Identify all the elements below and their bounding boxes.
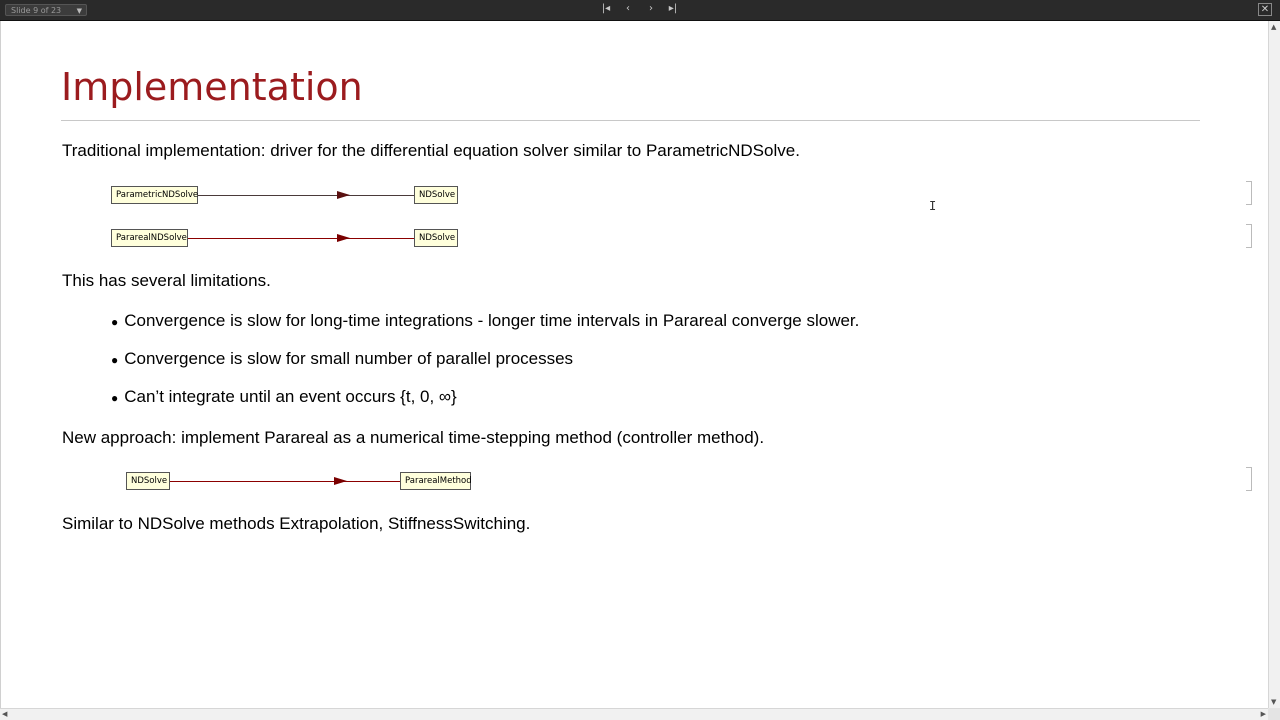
skip-first-icon: |◂	[601, 3, 611, 14]
last-slide-button[interactable]	[665, 2, 681, 16]
node-to: NDSolve	[414, 229, 458, 247]
slide-selector[interactable]	[5, 4, 87, 16]
presentation-toolbar	[0, 0, 1280, 21]
list-item: ● Can’t integrate until an event occurs {t, 0, ∞}	[111, 387, 457, 406]
chevron-down-icon: ▼	[76, 7, 82, 15]
bullet-icon: ●	[111, 391, 119, 405]
horizontal-scrollbar[interactable]	[0, 708, 1268, 720]
node-to: PararealMethod	[400, 472, 471, 490]
node-to: NDSolve	[414, 186, 458, 204]
slide-canvas	[0, 21, 1269, 708]
bullet-icon: ●	[111, 353, 119, 367]
cell-bracket[interactable]	[1246, 224, 1252, 248]
bullet-icon: ●	[111, 315, 119, 329]
first-slide-button[interactable]	[598, 2, 614, 16]
text-cursor-icon: I	[929, 199, 937, 213]
vertical-scrollbar[interactable]	[1268, 21, 1280, 708]
cell-bracket[interactable]	[1246, 467, 1252, 491]
node-from: ParametricNDSolve	[111, 186, 198, 204]
intro-text: Traditional implementation: driver for the differential equation solver similar to ParametricNDSolve.	[62, 141, 800, 160]
edge-line	[198, 195, 415, 196]
next-slide-button[interactable]	[643, 2, 659, 16]
list-item: ● Convergence is slow for long-time integrations - longer time intervals in Parareal converge slower.	[111, 311, 860, 330]
new-approach-text: New approach: implement Parareal as a numerical time-stepping method (controller method).	[62, 428, 765, 447]
title-divider	[61, 120, 1200, 121]
cell-bracket[interactable]	[1246, 181, 1252, 205]
scroll-corner	[1268, 708, 1280, 720]
arrow-icon	[334, 477, 347, 485]
limitations-heading: This has several limitations.	[62, 271, 271, 290]
edge-line	[170, 481, 401, 482]
scroll-up-icon[interactable]: ▲	[1271, 23, 1277, 31]
arrow-icon	[337, 234, 350, 242]
arrow-icon	[337, 191, 350, 199]
scroll-down-icon[interactable]: ▼	[1271, 698, 1277, 706]
skip-last-icon: ▸|	[668, 3, 678, 14]
close-button[interactable]	[1258, 3, 1272, 16]
scroll-left-icon[interactable]: ◀	[2, 710, 8, 718]
closing-text: Similar to NDSolve methods Extrapolation, StiffnessSwitching.	[62, 514, 531, 533]
node-from: PararealNDSolve	[111, 229, 188, 247]
node-from: NDSolve	[126, 472, 170, 490]
scroll-right-icon[interactable]: ▶	[1260, 710, 1266, 718]
chevron-right-icon: ›	[649, 3, 653, 14]
list-item: ● Convergence is slow for small number of parallel processes	[111, 349, 574, 368]
previous-slide-button[interactable]	[620, 2, 636, 16]
slide-title: Implementation	[61, 65, 363, 109]
edge-line	[188, 238, 415, 239]
slide-indicator-text: Slide 9 of 23	[11, 6, 62, 15]
close-icon: ✕	[1260, 4, 1270, 15]
chevron-left-icon: ‹	[626, 3, 630, 14]
